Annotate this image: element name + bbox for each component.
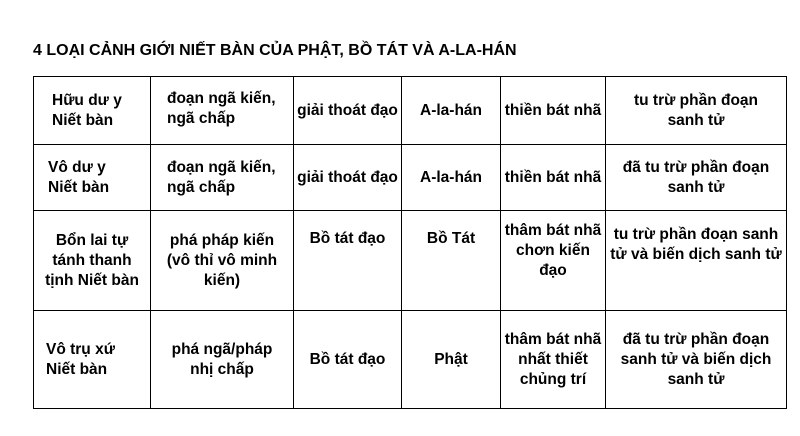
cell-path: giải thoát đạo xyxy=(294,77,402,145)
cell-wisdom: thâm bát nhã chơn kiến đạo xyxy=(501,211,606,311)
table-row xyxy=(34,211,787,311)
cell-break: đoạn ngã kiến, ngã chấp xyxy=(151,77,294,145)
cell-nirvana-type: Vô trụ xứ Niết bàn xyxy=(34,311,151,409)
cell-path: Bồ tát đạo xyxy=(294,311,402,409)
cell-nirvana-type: Hữu dư y Niết bàn xyxy=(34,77,151,145)
cell-wisdom: thâm bát nhã nhất thiết chủng trí xyxy=(501,311,606,409)
cell-fruit: Phật xyxy=(402,311,501,409)
cell-nirvana-type: Vô dư y Niết bàn xyxy=(34,145,151,211)
cell-result: tu trừ phần đoạn sanh tử xyxy=(606,77,787,145)
cell-wisdom: thiền bát nhã xyxy=(501,77,606,145)
cell-wisdom: thiền bát nhã xyxy=(501,145,606,211)
cell-path: Bồ tát đạo xyxy=(294,211,402,311)
cell-nirvana-type: Bổn lai tự tánh thanh tịnh Niết bàn xyxy=(34,211,151,311)
cell-break: phá ngã/pháp nhị chấp xyxy=(151,311,294,409)
cell-result: đã tu trừ phần đoạn sanh tử xyxy=(606,145,787,211)
table-row xyxy=(34,77,787,145)
table-row xyxy=(34,311,787,409)
cell-path: giải thoát đạo xyxy=(294,145,402,211)
cell-result: đã tu trừ phần đoạn sanh tử và biến dịch sanh tử xyxy=(606,311,787,409)
cell-fruit: Bồ Tát xyxy=(402,211,501,311)
cell-fruit: A-la-hán xyxy=(402,145,501,211)
cell-break: phá pháp kiến (vô thỉ vô minh kiến) xyxy=(151,211,294,311)
page-title: 4 LOẠI CẢNH GIỚI NIẾT BÀN CỦA PHẬT, BỒ TÁT VÀ A-LA-HÁN xyxy=(33,42,517,59)
cell-break: đoạn ngã kiến, ngã chấp xyxy=(151,145,294,211)
cell-fruit: A-la-hán xyxy=(402,77,501,145)
nirvana-table xyxy=(33,76,787,409)
cell-result: tu trừ phần đoạn sanh tử và biến dịch sanh tử xyxy=(606,211,787,311)
table-row xyxy=(34,145,787,211)
